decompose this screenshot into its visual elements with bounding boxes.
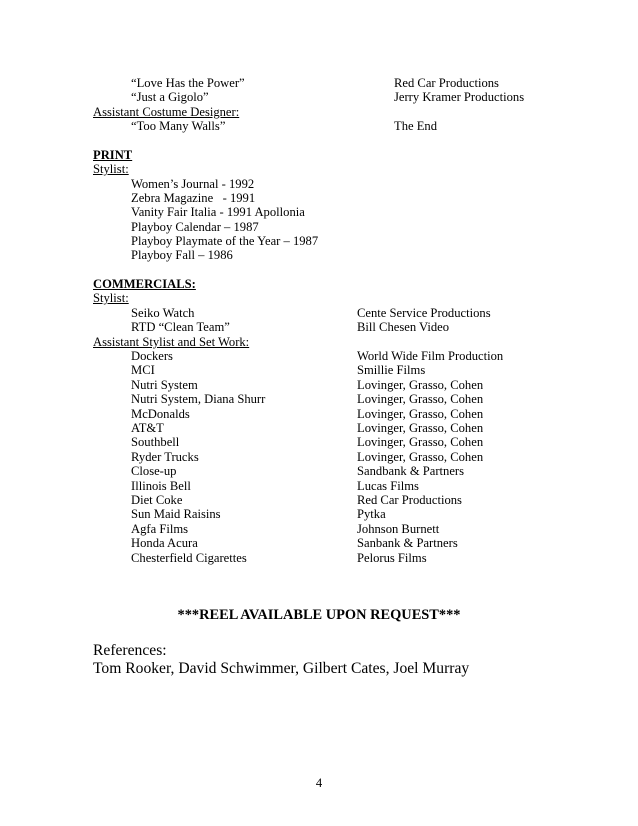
commercial-company: Lovinger, Grasso, Cohen [357,450,484,464]
commercial-client: Close-up [131,464,177,478]
print-item: Playboy Calendar – 1987 [131,220,259,234]
commercial-client: McDonalds [131,407,190,421]
commercial-company: Lovinger, Grasso, Cohen [357,378,484,392]
assistant-costume-heading: Assistant Costume Designer: [93,105,240,119]
print-heading: PRINT [93,148,133,162]
commercial-company: Lovinger, Grasso, Cohen [357,421,484,435]
commercial-company: Sandbank & Partners [357,464,465,478]
reel-notice: ***REEL AVAILABLE UPON REQUEST*** [177,607,461,623]
references-names: Tom Rooker, David Schwimmer, Gilbert Cates, Joel Murray [93,660,470,677]
commercial-client: Chesterfield Cigarettes [131,551,247,565]
commercial-company: Pelorus Films [357,551,427,565]
commercial-client: Nutri System, Diana Shurr [131,392,266,406]
film-company: The End [394,119,438,133]
commercial-client: Illinois Bell [131,479,191,493]
commercial-client: Agfa Films [131,522,189,536]
commercial-client: Ryder Trucks [131,450,199,464]
commercial-company: Lovinger, Grasso, Cohen [357,407,484,421]
commercial-company: Red Car Productions [357,493,462,507]
commercial-company: Cente Service Productions [357,306,491,320]
film-company: Jerry Kramer Productions [394,90,525,104]
commercial-company: Bill Chesen Video [357,320,450,334]
commercial-company: Pytka [357,507,386,521]
print-stylist-heading: Stylist: [93,162,129,176]
commercial-company: Lucas Films [357,479,419,493]
commercial-client: Diet Coke [131,493,183,507]
commercial-client: MCI [131,363,155,377]
print-item: Zebra Magazine - 1991 [131,191,256,205]
commercial-client: Honda Acura [131,536,198,550]
commercial-company: Johnson Burnett [357,522,440,536]
commercial-company: World Wide Film Production [357,349,504,363]
commercial-company: Lovinger, Grasso, Cohen [357,392,484,406]
commercial-client: Dockers [131,349,173,363]
print-item: Playboy Fall – 1986 [131,248,233,262]
film-title: “Love Has the Power” [131,76,245,90]
film-title: “Too Many Walls” [131,119,226,133]
commercial-client: Seiko Watch [131,306,195,320]
commercials-stylist-heading: Stylist: [93,291,129,305]
commercial-client: Southbell [131,435,180,449]
print-item: Vanity Fair Italia - 1991 Apollonia [131,205,305,219]
references-label: References: [93,642,167,659]
print-item: Playboy Playmate of the Year – 1987 [131,234,319,248]
commercial-company: Smillie Films [357,363,426,377]
commercial-client: RTD “Clean Team” [131,320,230,334]
commercial-client: AT&T [131,421,164,435]
commercial-company: Lovinger, Grasso, Cohen [357,435,484,449]
film-company: Red Car Productions [394,76,499,90]
commercials-heading: COMMERCIALS: [93,277,196,291]
assistant-stylist-heading: Assistant Stylist and Set Work: [93,335,250,349]
film-title: “Just a Gigolo” [131,90,209,104]
commercial-client: Sun Maid Raisins [131,507,221,521]
commercial-company: Sanbank & Partners [357,536,458,550]
page-number: 4 [315,776,323,790]
print-item: Women’s Journal - 1992 [131,177,255,191]
commercial-client: Nutri System [131,378,198,392]
